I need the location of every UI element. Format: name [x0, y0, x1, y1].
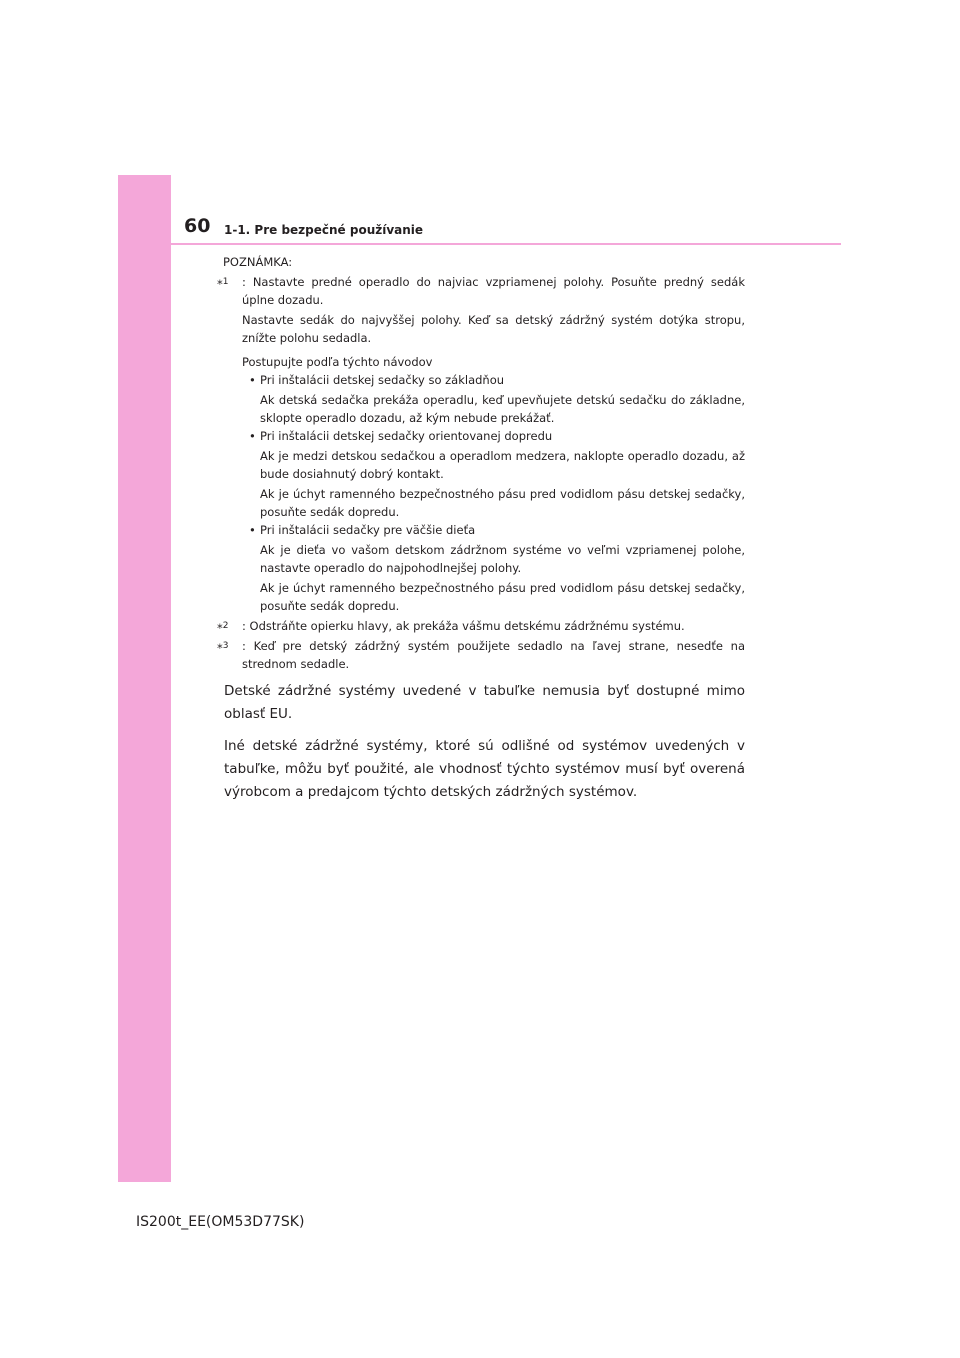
footnote-2-text: : Odstráňte opierku hlavy, ak prekáža vášmu detskému zádržnému systému. — [242, 619, 685, 633]
bullet-item — [242, 371, 745, 389]
page-number: 60 — [184, 215, 211, 237]
footnote-3-text: : Keď pre detský zádržný systém použijete sedadlo na ľavej strane, nesedťe na strednom sedadle. — [242, 639, 745, 671]
bullet-label: Pri inštalácii detskej sedačky orientovanej dopredu — [260, 429, 553, 443]
bullet-paragraph: Ak je úchyt ramenného bezpečnostného pásu pred vodidlom pásu detskej sedačky, posuňte sedák dopredu. — [260, 487, 745, 519]
side-color-bar — [118, 175, 171, 1182]
bullet-item — [242, 521, 745, 539]
bullet-paragraph: Ak je medzi detskou sedačkou a operadlom medzera, naklopte operadlo dozadu, až bude dosiahnutý dobrý kontakt. — [260, 449, 745, 481]
bullet-item — [242, 427, 745, 445]
bullet-label: Pri inštalácii detskej sedačky so základňou — [260, 373, 505, 387]
model-code: IS200t_EE(OM53D77SK) — [136, 1214, 305, 1230]
header-rule — [171, 243, 841, 245]
footnote-1-text: : Nastavte predné operadlo do najviac vzpriamenej polohy. Posuňte predný sedák úplne dozadu. — [242, 275, 745, 307]
footnote-1 — [217, 273, 745, 615]
bullet-dot-icon: • — [249, 523, 256, 537]
bullet-dot-icon: • — [249, 373, 256, 387]
footnote-1-paragraph: Nastavte sedák do najvyššej polohy. Keď sa detský zádržný systém dotýka stropu, znížte polohu sedadla. — [242, 313, 745, 345]
instructions-intro: Postupujte podľa týchto návodov — [242, 355, 433, 369]
note-block — [217, 253, 745, 673]
bullet-dot-icon: • — [249, 429, 256, 443]
body-text — [224, 680, 745, 813]
note-title: POZNÁMKA: — [223, 255, 293, 269]
bullet-paragraph: Ak je dieťa vo vašom detskom zádržnom systéme vo veľmi vzpriamenej polohe, nastavte operadlo do najpohodlnejšej polohy. — [260, 543, 745, 575]
footnote-1-mark: *$^1$ — [217, 277, 229, 291]
body-paragraph-1: Detské zádržné systémy uvedené v tabuľke nemusia byť dostupné mimo oblasť EU. — [224, 683, 745, 722]
bullet-label: Pri inštalácii sedačky pre väčšie dieťa — [260, 523, 476, 537]
bullet-paragraph: Ak detská sedačka prekáža operadlu, keď upevňujete detskú sedačku do základne, sklopte operadlo dozadu, až kým nebude prekážať. — [260, 393, 745, 425]
footnote-2-mark: *$^2$ — [217, 621, 229, 635]
footnote-3-mark: *$^3$ — [217, 641, 229, 655]
body-paragraph-2: Iné detské zádržné systémy, ktoré sú odlišné od systémov uvedených v tabuľke, môžu byť použité, ale vhodnosť týchto systémov musí byť overená výrobcom a predajcom týchto detských zádržných systémov. — [224, 738, 745, 800]
section-title: 1-1. Pre bezpečné používanie — [224, 223, 424, 237]
footnote-3 — [217, 637, 745, 673]
footnote-2 — [217, 617, 745, 635]
bullet-paragraph: Ak je úchyt ramenného bezpečnostného pásu pred vodidlom pásu detskej sedačky, posuňte sedák dopredu. — [260, 581, 745, 613]
